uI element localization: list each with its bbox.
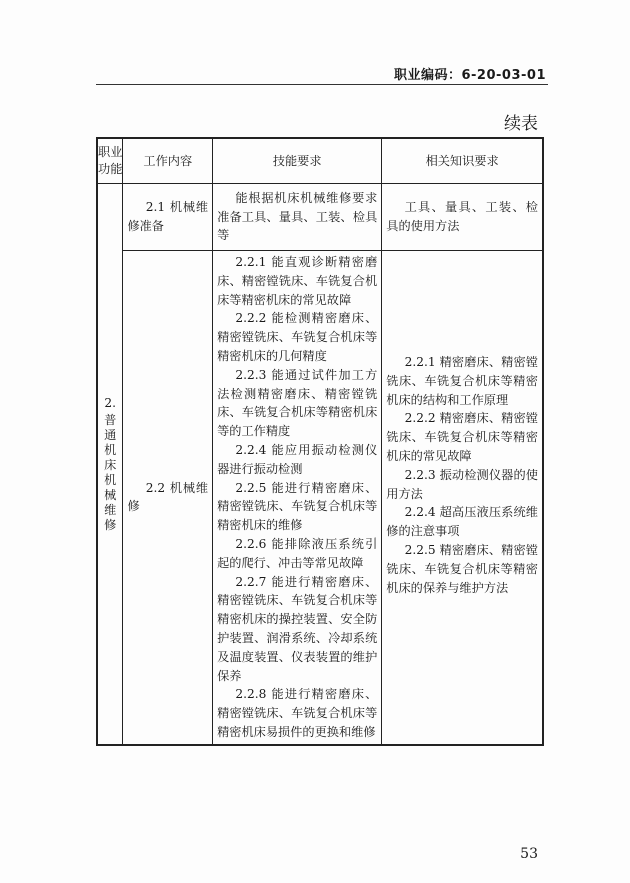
knowledge-cell bbox=[382, 184, 543, 251]
skill-item: 能根据机床机械维修要求准备工具、量具、工装、检具等 bbox=[217, 190, 378, 243]
header-rule bbox=[96, 84, 548, 85]
occupation-function-char: 通 bbox=[104, 428, 117, 443]
header-occ-line2: 功能 bbox=[98, 162, 123, 176]
skill-item: 2.2.2 能检测精密磨床、精密镗铣床、车铣复合机床等精密机床的几何精度 bbox=[217, 311, 378, 363]
header-knowledge-requirements: 相关知识要求 bbox=[382, 138, 543, 184]
header-work-content: 工作内容 bbox=[123, 138, 213, 184]
header-occ-line1: 职业 bbox=[98, 145, 123, 159]
occupation-function-char: 修 bbox=[104, 518, 117, 533]
skill-item: 2.2.6 能排除液压系统引起的爬行、冲击等常见故障 bbox=[217, 536, 378, 570]
occupation-function-char: 机 bbox=[104, 473, 117, 488]
skill-item: 2.2.7 能进行精密磨床、精密镗铣床、车铣复合机床等精密机床的操控装置、安全防护装置、润滑系统、冷却系统及温度装置、仪表装置的维护保养 bbox=[217, 574, 378, 683]
knowledge-spacer bbox=[386, 253, 538, 353]
knowledge-item: 2.2.3 振动检测仪器的使用方法 bbox=[386, 467, 538, 501]
skills-table bbox=[96, 137, 544, 746]
table-row bbox=[97, 251, 543, 745]
skill-item: 2.2.8 能进行精密磨床、精密镗铣床、车铣复合机床等精密机床易损件的更换和维修 bbox=[217, 687, 378, 739]
work-content-cell bbox=[123, 184, 213, 251]
skill-item: 2.2.5 能进行精密磨床、精密镗铣床、车铣复合机床等精密机床的维修 bbox=[217, 480, 378, 533]
table-row bbox=[97, 184, 543, 251]
skill-item: 2.2.4 能应用振动检测仪器进行振动检测 bbox=[217, 442, 378, 476]
skill-item: 2.2.1 能直观诊断精密磨床、精密镗铣床、车铣复合机床等精密机床的常见故障 bbox=[217, 255, 378, 307]
work-content-text: 2.2 机械维修 bbox=[127, 480, 209, 514]
header-skill-requirements: 技能要求 bbox=[213, 138, 382, 184]
occupation-function-cell bbox=[97, 184, 123, 745]
occupation-function-char: 机 bbox=[104, 443, 117, 458]
skills-cell bbox=[213, 251, 382, 745]
knowledge-cell bbox=[382, 251, 543, 745]
occupation-function-number: 2. bbox=[104, 396, 117, 411]
occupation-function-char: 械 bbox=[104, 488, 117, 503]
work-content-text: 2.1 机械维修准备 bbox=[127, 200, 209, 233]
header-occupation-function bbox=[97, 138, 123, 184]
knowledge-item: 2.2.2 精密磨床、精密镗铣床、车铣复合机床等精密机床的常见故障 bbox=[386, 411, 538, 463]
continued-label: 续表 bbox=[504, 114, 538, 134]
occupation-function-char: 床 bbox=[104, 458, 117, 473]
skill-item: 2.2.3 能通过试件加工方法检测精密磨床、精密镗铣床、车铣复合机床等精密机床等的工作精度 bbox=[217, 367, 378, 439]
table-header-row bbox=[97, 138, 543, 184]
knowledge-item: 2.2.4 超高压液压系统维修的注意事项 bbox=[386, 505, 538, 539]
occupation-function-char: 普 bbox=[104, 413, 117, 428]
skills-cell bbox=[213, 184, 382, 251]
knowledge-item: 工具、量具、工装、检具的使用方法 bbox=[386, 200, 538, 233]
occupation-code: 职业编码：6-20-03-01 bbox=[393, 68, 546, 83]
knowledge-item: 2.2.5 精密磨床、精密镗铣床、车铣复合机床等精密机床的保养与维护方法 bbox=[386, 542, 538, 595]
knowledge-item: 2.2.1 精密磨床、精密镗铣床、车铣复合机床等精密机床的结构和工作原理 bbox=[386, 355, 538, 407]
work-content-cell bbox=[123, 251, 213, 745]
occupation-function-char: 维 bbox=[104, 503, 117, 518]
page-number: 53 bbox=[520, 846, 538, 862]
